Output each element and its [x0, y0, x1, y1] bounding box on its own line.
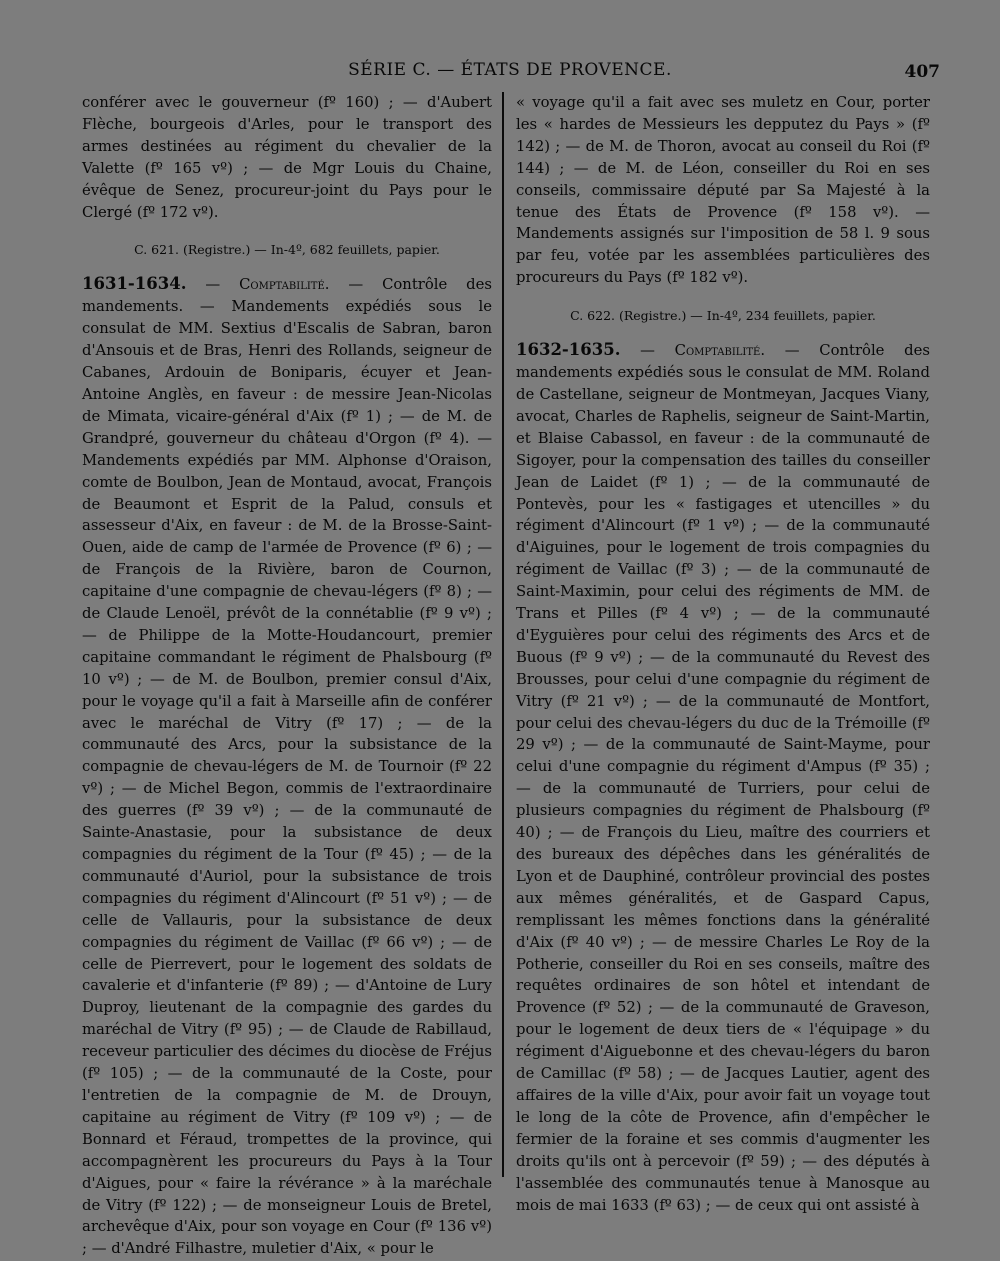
- entry-date: 1631-1634.: [82, 274, 187, 294]
- entry-paragraph: [82, 273, 492, 1260]
- archive-reference: C. 621. (Registre.) — In-4º, 682 feuillets, papier.: [134, 242, 440, 258]
- running-title: SÉRIE C. — ÉTATS DE PROVENCE.: [348, 60, 672, 80]
- entry-heading: Comptabilité.: [239, 276, 330, 294]
- entry-dash: —: [205, 276, 240, 294]
- entry-dash: —: [640, 342, 675, 360]
- left-column: [82, 92, 492, 1260]
- continuation-paragraph: « voyage qu'il a fait avec ses muletz en Cour, porter les « hardes de Messieurs les depputez du Pays » (fº 142) ; — de M. de Thoron, avocat au conseil du Roi (fº 144) ; — de M. de Léon, conseiller du Roi en ses conseils, commissaire député par Sa Majesté à la tenue des États de Provence (fº 158 vº). — Mandements assignés sur l'imposition de 58 l. 9 sous par feu, votée par les assemblées particulières des procureurs du Pays (fº 182 vº).: [516, 94, 930, 287]
- entry-text: — Contrôle des mandements. — Mandements expédiés sous le consulat de MM. Sextius d'Escalis de Sabran, baron d'Ansouis et de Bras, Henri des Rollands, seigneur de Cabanes, Ardouin de Boniparis, écuyer et Jean-Antoine Anglès, en faveur : de messire Jean-Nicolas de Mimata, vicaire-général d'Aix (fº 1) ; — de M. de Grandpré, gouverneur du château d'Orgon (fº 4). — Mandements expédiés par MM. Alphonse d'Oraison, comte de Boulbon, Jean de Montaud, avocat, François de Beaumont et Esprit de la Palud, consuls et assesseur d'Aix, en faveur : de M. de la Brosse-Saint-Ouen, aide de camp de l'armée de Provence (fº 6) ; — de François de la Rivière, baron de Cournon, capitaine d'une compagnie de chevau-légers (fº 8) ; — de Claude Lenoël, prévôt de la connétablie (fº 9 vº) ; — de Philippe de la Motte-Houdancourt, premier capitaine commandant le régiment de Phalsbourg (fº 10 vº) ; — de M. de Boulbon, premier consul d'Aix, pour le voyage qu'il a fait à Marseille afin de conférer avec le maréchal de Vitry (fº 17) ; — de la communauté des Arcs, pour la subsistance de la compagnie de chevau-légers de M. de Tournoir (fº 22 vº) ; — de Michel Begon, commis de l'extraordinaire des guerres (fº 39 vº) ; — de la communauté de Sainte-Anastasie, pour la subsistance de deux compagnies du régiment de la Tour (fº 45) ; — de la communauté d'Auriol, pour la subsistance de trois compagnies du régiment d'Alincourt (fº 51 vº) ; — de celle de Vallauris, pour la subsistance de deux compagnies du régiment de Vaillac (fº 66 vº) ; — de celle de Pierrevert, pour le logement des soldats de cavalerie et d'infanterie (fº 89) ; — d'Antoine de Lury Duproy, lieutenant de la compagnie des gardes du maréchal de Vitry (fº 95) ; — de Claude de Rabillaud, receveur particulier des décimes du diocèse de Fréjus (fº 105) ; — de la communauté de la Coste, pour l'entretien de la compagnie de M. de Drouyn, capitaine au régiment de Vitry (fº 109 vº) ; — de Bonnard et Féraud, trompettes de la province, qui accompagnèrent les procureurs du Pays à la Tour d'Aigues, pour « faire la révérance » à la maréchale de Vitry (fº 122) ; — de monseigneur Louis de Bretel, archevêque d'Aix, pour son voyage en Cour (fº 136 vº) ; — d'André Filhastre, muletier d'Aix, « pour le: [82, 276, 492, 1258]
- page-number: 407: [904, 62, 940, 82]
- entry-paragraph: [516, 339, 930, 1216]
- entry-date: 1632-1635.: [516, 340, 621, 360]
- archive-reference: C. 622. (Registre.) — In-4º, 234 feuillets, papier.: [570, 308, 876, 324]
- page-header: [80, 60, 940, 90]
- continuation-paragraph: conférer avec le gouverneur (fº 160) ; — d'Aubert Flèche, bourgeois d'Arles, pour le transport des armes destinées au régiment du chevalier de la Valette (fº 165 vº) ; — de Mgr Louis du Chaine, évêque de Senez, procureur-joint du Pays pour le Clergé (fº 172 vº).: [82, 94, 492, 221]
- column-divider: [502, 92, 504, 1177]
- entry-heading: Comptabilité.: [674, 342, 766, 360]
- entry-text: — Contrôle des mandements expédiés sous le consulat de MM. Roland de Castellane, seigneur de Montmeyan, Jacques Viany, avocat, Charles de Raphelis, seigneur de Saint-Martin, et Blaise Cabassol, en faveur : de la communauté de Sigoyer, pour la compensation des tailles du conseiller Jean de Laidet (fº 1) ; — de la communauté de Pontevès, pour les « fastigages et utencilles » du régiment d'Alincourt (fº 1 vº) ; — de la communauté d'Aiguines, pour le logement de trois compagnies du régiment de Vaillac (fº 3) ; — de la communauté de Saint-Maximin, pour celui des régiments de MM. de Trans et Pilles (fº 4 vº) ; — de la communauté d'Eyguières pour celui des régiments des Arcs et de Buous (fº 9 vº) ; — de la communauté du Revest des Brousses, pour celui d'une compagnie du régiment de Vitry (fº 21 vº) ; — de la communauté de Montfort, pour celui des chevau-légers du duc de la Trémoille (fº 29 vº) ; — de la communauté de Saint-Mayme, pour celui d'une compagnie du régiment d'Ampus (fº 35) ; — de la communauté de Turriers, pour celui de plusieurs compagnies du régiment de Phalsbourg (fº 40) ; — de François du Lieu, maître des courriers et des bureaux des dépêches dans les généralités de Lyon et de Dauphiné, contrôleur provincial des postes aux mêmes généralités, et de Gaspard Capus, remplissant les mêmes fonctions dans la généralité d'Aix (fº 40 vº) ; — de messire Charles Le Roy de la Potherie, conseiller du Roi en ses conseils, maître des requêtes ordinaires de son hôtel et intendant de Provence (fº 52) ; — de la communauté de Graveson, pour le logement de deux tiers de « l'équipage » du régiment d'Aiguebonne et des chevau-légers du baron de Camillac (fº 58) ; — de Jacques Lautier, agent des affaires de la ville d'Aix, pour avoir fait un voyage tout le long de la côte de Provence, afin d'empêcher le fermier de la foraine et ses commis d'augmenter les droits qu'ils ont à percevoir (fº 59) ; — des députés à l'assemblée des communautés tenue à Manosque au mois de mai 1633 (fº 63) ; — de ceux qui ont assisté à: [516, 342, 930, 1214]
- right-column: [516, 92, 930, 1216]
